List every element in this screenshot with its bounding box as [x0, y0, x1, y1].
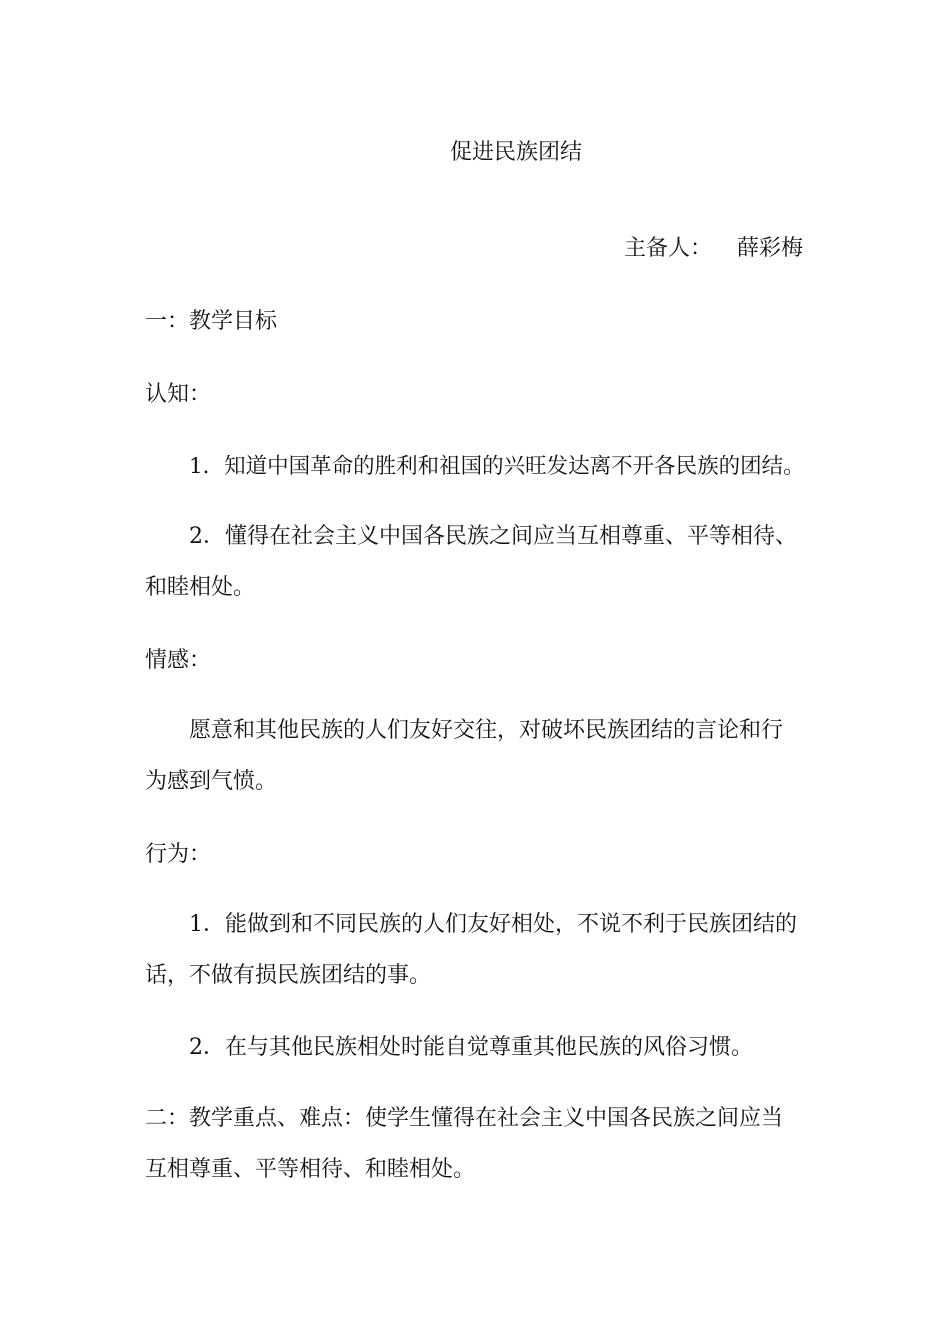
behavior-item-2: 2．在与其他民族相处时能自觉尊重其他民族的风俗习惯。: [189, 1035, 753, 1060]
cognition-item-2-line-2: 和睦相处。: [145, 575, 256, 600]
author-label: 主备人：: [624, 236, 713, 261]
section-heading-key-points-line-2: 互相尊重、平等相待、和睦相处。: [145, 1157, 476, 1182]
section-heading-objectives: 一：教学目标: [145, 309, 278, 334]
emotion-text-line-1: 愿意和其他民族的人们友好交往，对破坏民族团结的言论和行: [189, 718, 784, 743]
document-title: 促进民族团结: [450, 140, 583, 165]
author-name: 薛彩梅: [737, 236, 804, 261]
cognition-label: 认知：: [145, 382, 212, 407]
behavior-item-1-line-1: 1．能做到和不同民族的人们友好相处，不说不利于民族团结的: [189, 912, 797, 937]
behavior-label: 行为：: [145, 842, 212, 867]
section-heading-key-points-line-1: 二：教学重点、难点：使学生懂得在社会主义中国各民族之间应当: [145, 1106, 784, 1131]
emotion-text-line-2: 为感到气愤。: [145, 769, 278, 794]
cognition-item-2-line-1: 2．懂得在社会主义中国各民族之间应当互相尊重、平等相待、: [189, 524, 797, 549]
emotion-label: 情感：: [145, 648, 212, 673]
cognition-item-1: 1．知道中国革命的胜利和祖国的兴旺发达离不开各民族的团结。: [189, 454, 805, 479]
behavior-item-1-line-2: 话，不做有损民族团结的事。: [145, 963, 432, 988]
